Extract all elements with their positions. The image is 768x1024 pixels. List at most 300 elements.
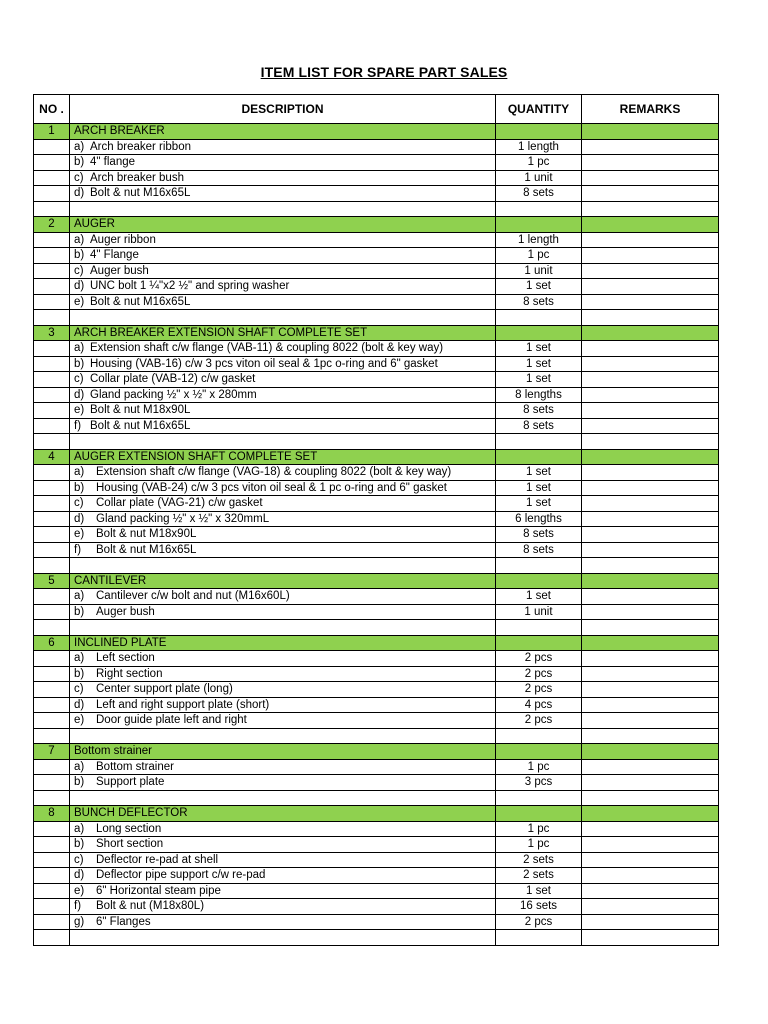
blank-cell — [496, 434, 582, 450]
no-cell — [34, 604, 70, 620]
item-label: f) — [74, 543, 82, 556]
description-cell — [70, 682, 496, 698]
remarks-cell — [582, 403, 719, 419]
item-label: b) — [74, 838, 85, 850]
table-row — [34, 589, 719, 605]
quantity-cell: 3 pcs — [496, 775, 582, 791]
table-row — [34, 899, 719, 915]
table-row — [34, 263, 719, 279]
remarks-cell — [582, 387, 719, 403]
description-cell — [70, 914, 496, 930]
quantity-cell: 1 length — [496, 139, 582, 155]
table-row — [34, 713, 719, 729]
blank-cell — [496, 310, 582, 326]
remarks-cell — [582, 542, 719, 558]
section-number: 3 — [34, 325, 70, 341]
remarks-cell — [582, 511, 719, 527]
description-cell — [70, 821, 496, 837]
table-row — [34, 914, 719, 930]
section-title: AUGER EXTENSION SHAFT COMPLETE SET — [70, 449, 496, 465]
description-cell — [70, 170, 496, 186]
description-cell — [70, 837, 496, 853]
blank-cell — [70, 201, 496, 217]
description-cell — [70, 852, 496, 868]
item-description: Auger bush — [96, 605, 155, 618]
blank-row — [34, 201, 719, 217]
section-remarks-cell — [582, 449, 719, 465]
table-row — [34, 372, 719, 388]
blank-cell — [70, 620, 496, 636]
section-remarks-cell — [582, 124, 719, 140]
item-description: Arch breaker bush — [90, 171, 184, 184]
quantity-cell: 8 sets — [496, 542, 582, 558]
description-cell — [70, 263, 496, 279]
item-label: e) — [74, 528, 85, 540]
table-row — [34, 170, 719, 186]
item-description: UNC bolt 1 ¼"x2 ½" and spring washer — [90, 280, 290, 292]
section-quantity-cell — [496, 449, 582, 465]
item-description: Cantilever c/w bolt and nut (M16x60L) — [96, 590, 290, 602]
description-cell — [70, 883, 496, 899]
description-cell — [70, 589, 496, 605]
no-cell — [34, 837, 70, 853]
table-row — [34, 279, 719, 295]
blank-cell — [582, 201, 719, 217]
item-description: Extension shaft c/w flange (VAG-18) & coupling 8022 (bolt & key way) — [96, 466, 452, 478]
item-description: Bolt & nut M18x90L — [90, 404, 191, 416]
no-cell — [34, 852, 70, 868]
item-description: Housing (VAB-16) c/w 3 pcs viton oil seal & 1pc o-ring and 6" gasket — [90, 357, 438, 370]
item-description: 6" Horizontal steam pipe — [96, 884, 221, 897]
blank-cell — [34, 930, 70, 946]
quantity-cell: 8 sets — [496, 418, 582, 434]
item-label: a) — [74, 342, 85, 354]
section-header-row — [34, 573, 719, 589]
quantity-cell: 2 sets — [496, 868, 582, 884]
section-number: 7 — [34, 744, 70, 760]
remarks-cell — [582, 697, 719, 713]
quantity-cell: 8 sets — [496, 403, 582, 419]
table-row — [34, 775, 719, 791]
blank-cell — [34, 790, 70, 806]
blank-row — [34, 620, 719, 636]
item-label: a) — [74, 233, 85, 246]
item-label: e) — [74, 404, 85, 416]
blank-cell — [496, 728, 582, 744]
item-description: Left and right support plate (short) — [96, 698, 270, 711]
blank-cell — [34, 558, 70, 574]
item-label: b) — [74, 249, 85, 261]
no-cell — [34, 418, 70, 434]
item-description: Collar plate (VAG-21) c/w gasket — [96, 497, 263, 509]
item-label: f) — [74, 419, 82, 432]
table-row — [34, 186, 719, 202]
description-cell — [70, 480, 496, 496]
blank-cell — [34, 310, 70, 326]
item-description: Auger ribbon — [90, 233, 156, 246]
remarks-cell — [582, 263, 719, 279]
description-cell — [70, 155, 496, 171]
remarks-cell — [582, 604, 719, 620]
section-quantity-cell — [496, 217, 582, 233]
no-cell — [34, 403, 70, 419]
blank-cell — [496, 201, 582, 217]
section-header-row — [34, 325, 719, 341]
quantity-cell: 1 set — [496, 372, 582, 388]
description-cell — [70, 604, 496, 620]
section-remarks-cell — [582, 806, 719, 822]
no-cell — [34, 279, 70, 295]
table-row — [34, 604, 719, 620]
description-cell — [70, 511, 496, 527]
description-cell — [70, 294, 496, 310]
item-description: Bolt & nut (M18x80L) — [96, 900, 205, 912]
table-row — [34, 480, 719, 496]
quantity-cell: 1 pc — [496, 155, 582, 171]
blank-row — [34, 310, 719, 326]
quantity-cell: 2 sets — [496, 852, 582, 868]
remarks-cell — [582, 651, 719, 667]
quantity-cell: 1 pc — [496, 248, 582, 264]
quantity-cell: 1 set — [496, 465, 582, 481]
remarks-cell — [582, 186, 719, 202]
table-header-row — [34, 95, 719, 124]
no-cell — [34, 682, 70, 698]
remarks-cell — [582, 868, 719, 884]
item-description: Long section — [96, 822, 162, 835]
item-description: Arch breaker ribbon — [90, 140, 191, 153]
no-cell — [34, 294, 70, 310]
remarks-cell — [582, 682, 719, 698]
quantity-cell: 4 pcs — [496, 697, 582, 713]
quantity-cell: 1 pc — [496, 759, 582, 775]
description-cell — [70, 372, 496, 388]
item-label: d) — [74, 187, 85, 199]
table-row — [34, 651, 719, 667]
item-description: Extension shaft c/w flange (VAB-11) & coupling 8022 (bolt & key way) — [90, 342, 444, 354]
no-cell — [34, 511, 70, 527]
description-cell — [70, 186, 496, 202]
quantity-cell: 8 sets — [496, 186, 582, 202]
no-cell — [34, 496, 70, 512]
table-row — [34, 341, 719, 357]
spare-parts-table — [33, 94, 719, 946]
item-description: Left section — [96, 652, 155, 664]
remarks-cell — [582, 356, 719, 372]
table-row — [34, 697, 719, 713]
description-cell — [70, 651, 496, 667]
item-description: Right section — [96, 667, 163, 680]
table-row — [34, 682, 719, 698]
remarks-cell — [582, 279, 719, 295]
no-cell — [34, 232, 70, 248]
section-remarks-cell — [582, 573, 719, 589]
blank-cell — [496, 620, 582, 636]
section-header-row — [34, 217, 719, 233]
item-label: e) — [74, 295, 85, 308]
section-header-row — [34, 124, 719, 140]
table-row — [34, 232, 719, 248]
item-label: a) — [74, 652, 85, 664]
blank-cell — [582, 790, 719, 806]
blank-cell — [496, 790, 582, 806]
no-cell — [34, 697, 70, 713]
blank-row — [34, 558, 719, 574]
quantity-cell: 1 set — [496, 589, 582, 605]
table-row — [34, 852, 719, 868]
description-cell — [70, 403, 496, 419]
table-row — [34, 666, 719, 682]
no-cell — [34, 387, 70, 403]
item-description: 4" flange — [90, 156, 136, 168]
section-remarks-cell — [582, 325, 719, 341]
section-remarks-cell — [582, 635, 719, 651]
no-cell — [34, 155, 70, 171]
description-cell — [70, 232, 496, 248]
no-cell — [34, 759, 70, 775]
table-row — [34, 403, 719, 419]
item-label: a) — [74, 760, 85, 773]
description-cell — [70, 279, 496, 295]
blank-cell — [70, 930, 496, 946]
item-label: d) — [74, 388, 85, 401]
no-cell — [34, 480, 70, 496]
item-description: Housing (VAB-24) c/w 3 pcs viton oil seal & 1 pc o-ring and 6" gasket — [96, 481, 447, 494]
item-label: f) — [74, 900, 82, 912]
item-label: a) — [74, 466, 85, 478]
table-row — [34, 837, 719, 853]
description-cell — [70, 248, 496, 264]
item-label: c) — [74, 171, 84, 184]
item-label: c) — [74, 683, 84, 695]
section-remarks-cell — [582, 217, 719, 233]
item-label: a) — [74, 590, 85, 602]
no-cell — [34, 248, 70, 264]
description-cell — [70, 542, 496, 558]
section-quantity-cell — [496, 635, 582, 651]
no-cell — [34, 372, 70, 388]
section-title: AUGER — [70, 217, 496, 233]
no-cell — [34, 914, 70, 930]
no-cell — [34, 542, 70, 558]
blank-cell — [70, 728, 496, 744]
description-cell — [70, 341, 496, 357]
section-number: 5 — [34, 573, 70, 589]
no-cell — [34, 666, 70, 682]
item-label: d) — [74, 512, 85, 525]
description-cell — [70, 465, 496, 481]
header-quantity: QUANTITY — [496, 95, 582, 124]
quantity-cell: 1 set — [496, 883, 582, 899]
remarks-cell — [582, 496, 719, 512]
quantity-cell: 2 pcs — [496, 651, 582, 667]
item-description: Deflector pipe support c/w re-pad — [96, 869, 266, 881]
section-title: CANTILEVER — [70, 573, 496, 589]
item-description: 4" Flange — [90, 249, 139, 261]
no-cell — [34, 263, 70, 279]
table-row — [34, 418, 719, 434]
quantity-cell: 1 set — [496, 279, 582, 295]
no-cell — [34, 527, 70, 543]
quantity-cell: 1 unit — [496, 604, 582, 620]
blank-cell — [582, 434, 719, 450]
section-quantity-cell — [496, 806, 582, 822]
quantity-cell: 16 sets — [496, 899, 582, 915]
remarks-cell — [582, 372, 719, 388]
description-cell — [70, 666, 496, 682]
item-description: Auger bush — [90, 264, 149, 277]
quantity-cell: 2 pcs — [496, 682, 582, 698]
section-number: 8 — [34, 806, 70, 822]
header-no: NO . — [34, 95, 70, 124]
item-description: Center support plate (long) — [96, 683, 233, 695]
no-cell — [34, 713, 70, 729]
remarks-cell — [582, 883, 719, 899]
no-cell — [34, 186, 70, 202]
section-number: 6 — [34, 635, 70, 651]
table-row — [34, 155, 719, 171]
blank-cell — [582, 310, 719, 326]
table-row — [34, 821, 719, 837]
blank-cell — [582, 620, 719, 636]
item-label: c) — [74, 853, 84, 866]
item-description: Bolt & nut M16x65L — [96, 543, 197, 556]
table-row — [34, 387, 719, 403]
section-quantity-cell — [496, 573, 582, 589]
section-header-row — [34, 744, 719, 760]
blank-row — [34, 434, 719, 450]
description-cell — [70, 697, 496, 713]
table-row — [34, 527, 719, 543]
blank-cell — [34, 201, 70, 217]
blank-cell — [582, 558, 719, 574]
table-row — [34, 883, 719, 899]
quantity-cell: 1 pc — [496, 821, 582, 837]
quantity-cell: 1 unit — [496, 263, 582, 279]
item-label: b) — [74, 605, 85, 618]
item-description: Bolt & nut M16x65L — [90, 419, 191, 432]
item-label: b) — [74, 481, 85, 494]
quantity-cell: 8 sets — [496, 527, 582, 543]
section-number: 1 — [34, 124, 70, 140]
table-row — [34, 542, 719, 558]
section-quantity-cell — [496, 325, 582, 341]
no-cell — [34, 356, 70, 372]
remarks-cell — [582, 480, 719, 496]
remarks-cell — [582, 139, 719, 155]
remarks-cell — [582, 294, 719, 310]
blank-row — [34, 728, 719, 744]
table-row — [34, 496, 719, 512]
blank-cell — [34, 620, 70, 636]
item-label: e) — [74, 884, 85, 897]
remarks-cell — [582, 775, 719, 791]
item-description: Deflector re-pad at shell — [96, 853, 219, 866]
description-cell — [70, 356, 496, 372]
section-title: ARCH BREAKER EXTENSION SHAFT COMPLETE SET — [70, 325, 496, 341]
item-description: Support plate — [96, 776, 165, 788]
item-description: Short section — [96, 838, 164, 850]
section-title: Bottom strainer — [70, 744, 496, 760]
remarks-cell — [582, 666, 719, 682]
remarks-cell — [582, 899, 719, 915]
remarks-cell — [582, 527, 719, 543]
blank-cell — [34, 728, 70, 744]
item-description: Bolt & nut M16x65L — [90, 187, 191, 199]
quantity-cell: 1 unit — [496, 170, 582, 186]
blank-cell — [496, 930, 582, 946]
description-cell — [70, 759, 496, 775]
item-description: Bottom strainer — [96, 760, 174, 773]
remarks-cell — [582, 170, 719, 186]
no-cell — [34, 651, 70, 667]
remarks-cell — [582, 821, 719, 837]
section-number: 2 — [34, 217, 70, 233]
quantity-cell: 6 lengths — [496, 511, 582, 527]
header-description: DESCRIPTION — [70, 95, 496, 124]
description-cell — [70, 496, 496, 512]
section-title: ARCH BREAKER — [70, 124, 496, 140]
item-label: g) — [74, 915, 85, 928]
section-remarks-cell — [582, 744, 719, 760]
table-row — [34, 511, 719, 527]
no-cell — [34, 883, 70, 899]
section-header-row — [34, 806, 719, 822]
remarks-cell — [582, 589, 719, 605]
table-row — [34, 356, 719, 372]
table-row — [34, 868, 719, 884]
remarks-cell — [582, 914, 719, 930]
header-remarks: REMARKS — [582, 95, 719, 124]
remarks-cell — [582, 759, 719, 775]
remarks-cell — [582, 341, 719, 357]
remarks-cell — [582, 465, 719, 481]
description-cell — [70, 387, 496, 403]
section-header-row — [34, 635, 719, 651]
description-cell — [70, 139, 496, 155]
no-cell — [34, 775, 70, 791]
description-cell — [70, 899, 496, 915]
item-label: a) — [74, 140, 85, 153]
item-label: c) — [74, 373, 84, 385]
item-description: Collar plate (VAB-12) c/w gasket — [90, 373, 256, 385]
quantity-cell: 1 pc — [496, 837, 582, 853]
quantity-cell: 1 set — [496, 356, 582, 372]
no-cell — [34, 341, 70, 357]
section-quantity-cell — [496, 124, 582, 140]
table-row — [34, 759, 719, 775]
item-label: b) — [74, 357, 85, 370]
blank-row — [34, 790, 719, 806]
remarks-cell — [582, 418, 719, 434]
quantity-cell: 1 set — [496, 496, 582, 512]
blank-cell — [70, 310, 496, 326]
quantity-cell: 8 lengths — [496, 387, 582, 403]
item-label: b) — [74, 156, 85, 168]
item-label: c) — [74, 264, 84, 277]
item-label: d) — [74, 869, 85, 881]
blank-cell — [582, 728, 719, 744]
table-row — [34, 139, 719, 155]
description-cell — [70, 418, 496, 434]
no-cell — [34, 821, 70, 837]
item-description: 6" Flanges — [96, 915, 151, 928]
blank-cell — [582, 930, 719, 946]
item-label: d) — [74, 698, 85, 711]
section-title: BUNCH DEFLECTOR — [70, 806, 496, 822]
table-row — [34, 465, 719, 481]
item-label: b) — [74, 667, 85, 680]
